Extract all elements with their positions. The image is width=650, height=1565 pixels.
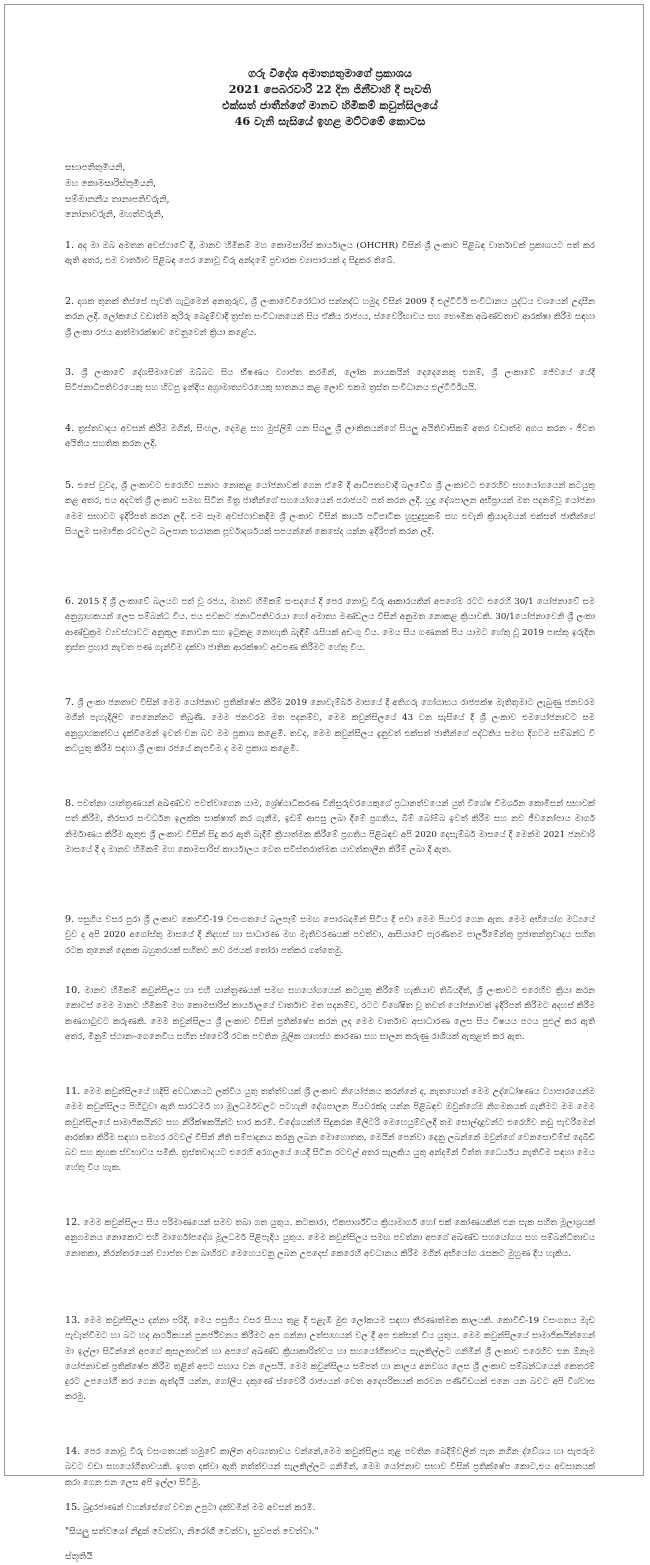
- paragraph-text: දශක තුනක් තිස්සේ පැවති ගැටුමෙන් අනතුරුව, ශ්‍රී ලංකාවේවිරෝධාර සන්නද්ධ හමුදා විසින් 2009 දී එල්ටීටීඊ සංවිධානය යුද්ධය වශයෙන් උදාසීන කරන ලදී. ලෝකයේ වඩාත්ම කුරිරු බෙදුම්වාදී ත්‍රස්ත සංවිධානයෙන් සිය ඒකීය රාජ්‍යය, ස්වෛරීභාවය සහ භෞමික අඛණ්ඩතාව ආරක්ෂා කිරීම සඳහා ශ්‍රී ලංකා රජය ආත්මාරක්ෂාව වෙනුවෙන් ක්‍රියා කළේය.: [65, 297, 595, 338]
- title-line-4: 46 වැනි සැසියේ ඉහළ මට්ටමේ කොටස: [234, 114, 426, 128]
- paragraph-9: [65, 912, 595, 973]
- salutation-block: [65, 161, 595, 224]
- paragraph-12: [65, 1215, 595, 1291]
- salutation-line: සම්මානනීය තානාපතිවරුනි,: [65, 194, 170, 205]
- paragraph-text: බුදුරජාණන් වහන්සේගේ වචන උපුටා දක්වමින් මම අවසන් කරමි.: [83, 1503, 316, 1514]
- paragraph-5: [65, 478, 595, 584]
- paragraph-number: 7.: [65, 697, 75, 709]
- paragraph-text: ශ්‍රී ලංකා ජනතාව විසින් මෙම යෝජනාව ප්‍රතික්ෂේප කිරීම 2019 නොවැම්බර් මාසයේ දී අතිගරු ගෝඨාභය රාජපක්ෂ මැතිතුමාට ලැබුණු ජනවරම මගින් පැහැදිලිව පෙනෙන්නට තිබුණි. මෙම ජනවරම මත පදනම්ව, මෙම කවුන්සිලයේ 43 වන සැසියේ දී ශ්‍රී ලංකාව එමයෝජනාවට සම අනුග්‍රාහකත්වය දැක්වීමෙන් ඉවත් වන බව මම ප්‍රකාශ කළෙමි. තවද, මෙම කවුන්සිලය දැනුවත් එක්සත් ජාතීන්ගේ පද්ධතිය සමඟ දිගටම සම්බන්ධ වී කටයුතු කිරීම සඳහා ශ්‍රී ලංකා රජයේ කැපවීම ද මම ප්‍රකාශ කළෙමි.: [65, 698, 595, 754]
- paragraph-11: [65, 1084, 595, 1205]
- title-line-1: ගරු විදේශ අමාත්‍යතුමාගේ ප්‍රකාශය: [248, 66, 412, 80]
- closing-quote: "සියලු සත්වයෝ නිදුක් වෙත්වා, නිරෝගී වෙත්වා, සුවපත් වෙත්වා.": [65, 1526, 319, 1537]
- paragraph-number: 11.: [65, 1086, 81, 1098]
- paragraph-1: [65, 238, 595, 284]
- paragraph-number: 2.: [65, 296, 75, 308]
- paragraph-3: [65, 365, 595, 411]
- paragraph-14: [65, 1444, 595, 1490]
- paragraph-13: [65, 1313, 595, 1434]
- statement-title: [65, 65, 595, 129]
- paragraph-text: පසුගිය වසර පුරා ශ්‍රී ලංකාව කොවිඩ්-19 වසංගතයේ බලපෑම් සමඟ පොරබදමින් සිටිය දී පවා මෙම පියවර ගෙන ඇත. මෙම අභියෝග මධ්‍යයේ වුව ද අපි 2020 අගෝස්තු මාසයේ දී නිදහස් හා සාධාරණ මහ මැතිවරණයක් පවත්වා, ආසියාවේ පැරණිතම පාර්ලිමේන්තු ප්‍රජාතන්ත්‍රවාදය සහිත රටක තුනෙන් දෙකක බහුතරයක් සහිතව නව රජයක් තෝරා පත්කර ගත්තෙමු.: [65, 915, 595, 956]
- salutation-line: නෝනාවරුනි, මහත්වරුනි,: [65, 210, 164, 221]
- paragraph-number: 5.: [65, 480, 75, 492]
- paragraph-number: 6.: [65, 596, 75, 608]
- paragraph-number: 10.: [65, 985, 81, 997]
- paragraph-6: [65, 594, 595, 685]
- paragraph-text: මානව හිමිකම් කවුන්සිලය හා එහි යාන්ත්‍රණයන් සමඟ සහයෝගයෙන් කටයුතු කිරීමේ හැකියාව තිබියදීත්, ශ්‍රී ලංකාවට එරෙහිව ක්‍රියා කරන කොටස් මෙම මානව හිමිකම් මහ කොමසාරිස් කාර්යාලයේ වාර්තාව මත පදනම්ව, රටට විශේෂිත වූ තවත් යෝජනාවක් ඉදිරිපත් කිරීමට අදහස් කිරීම කණගාටුවට කරුණකි. මෙම කවුන්සිලය ශ්‍රී ලංකාව විසින් ප්‍රතික්ෂේප කරන ලද මෙම වාර්තාව අසාධාරණ ලෙස සිය විෂයය පථය පුළුල් කර ඇති අතර, මිනුම් ස්ථානං-ගෙනෙවිය සහිත ස්වෛරී රටක පවතින මූලික ගෘහස්ථ කාරණා සහ සාලන කරුණු රාශියක් ඇතුළත් කර ඇත.: [65, 986, 595, 1042]
- paragraph-number: 8.: [65, 798, 75, 810]
- paragraph-text: ත්‍රස්තවාදය අවසන් කිරීම මගින්, සිංහල, දෙමළ සහ මුස්ලිම් යන සියලු ශ්‍රී ලාංකිකයන්ගේ සියලු අයිතිවාසිකම් අතර වඩාත්ම අගය කරන - ජීවත අයිතිය සහතික කරන ලදී.: [65, 424, 595, 450]
- paragraph-text: 2015 දී ශ්‍රී ලංකාවේ බලයට පත් වූ රජය, මානව හිමිකම් සංසදයේ දී පෙර නොවූ විරු ආකාරයකින් අපගේම රටට එරෙහි 30/1 යෝජනාවේ සම අනුග්‍රාහකයන් ලෙස සම්බන්ධ විය. එය එවකට ජනාධිපතිවරයා හෝ අමාත්‍ය මණ්ඩලය විසින් අනුමත නොකළ ක්‍රියාවකි. 30/1යෝජනාවෙනි ශ්‍රී ලංකා ආණ්ඩුක්‍රම ව්‍යවස්ථාවට අනුකූල නොවන සහ ඉටුකළ නොහැකි බැඳීම් රැසියක් අඩංගු විය. මෙය සිය ගණනක් පිය යාමට හේතු වූ 2019 පාස්කු ඉරුදින ත්‍රස්ත ප්‍රහාර නැවත පණ ගැන්වීම දක්වා ජාතික ආරක්ෂාව අඩපණ කිරීමට හේතු විය.: [65, 597, 595, 653]
- paragraph-number: 9.: [65, 914, 75, 926]
- salutation-line: මහ කොමසාරිස්තුමියනි,: [65, 178, 157, 189]
- paragraph-number: 4.: [65, 423, 75, 435]
- document-frame: [4, 4, 644, 1562]
- paragraph-text: එසේ වුවද, ශ්‍රී ලංකාවට එරෙහිව සනාථ නොකළ යෝජනාවක් ගෙන ඒමේ දී ආධිපත්‍යවාදී බලවේග ශ්‍රී ලංකාවට එරෙහිව සහයෝගයෙන් කටයුතු කළ අතර, එය අදටත් ශ්‍රී ලංකාව සමඟ සිටින මිත්‍ර ජාතීන්ගේ සහයෝගයෙන් පරාජයට පත් කරන ලදී. හුදු දේශපාලන අභිප්‍රායන් මත පදනම්වූ යෝජනා මෙම සභාවට ඉදිරිපත් කරන ලදී. එම සෑම අවස්ථාවකදීම ශ්‍රී ලංකාව විසින් කාර්ය පටිපාටික හුසුදුසුකම් සහ එවැනි ක්‍රියාදාමයන් එක්සත් ජාතීන්ගේ සියලුම සාමාජික රටවලට බලපාන භයානක පූර්වාදර්ශයක් සපයන්නේ කෙසේද යන්න ඉදිරිපත් කරන ලදී.: [65, 481, 595, 537]
- paragraph-4: [65, 421, 595, 452]
- paragraph-7: [65, 695, 595, 786]
- statement-page: [65, 65, 595, 1565]
- signoff: ස්තූතියි: [65, 1551, 93, 1562]
- title-line-3: එක්සත් ජාතීන්ගේ මානව හිමිකම් කවුන්සිලයේ: [222, 98, 438, 112]
- paragraph-text: පවත්නා යාන්ත්‍රණයන් අඛණ්ඩව පවත්වාගෙන යාම, ශ්‍රේෂ්ඨාධිකරණ විනිසුරුවරයෙකුගේ ප්‍රධානත්වයෙන් යුත් විශේෂ විමර්ශන කොමිසන් සභාවක් පත් කිරීම, තිරසාර සංවර්ධන ඉලක්ක සාක්ෂාත් කර ගැනීම, ඉඩම් ආපසු ලබා දීමේ ප්‍රගතිය, බිම් බෝම්බ ඉවත් කිරීම සහ නව ජීවනෝපාය මාර්ග නිර්මාණය කිරීම ඇතුළු ශ්‍රී ලංකාව විසින් සිදු කර ඇති බැදීම් ක්‍රියාත්මක කිරීමේ ප්‍රගතිය පිළිබඳව අපි 2020 දෙසැම්බර් මාසයේ දී මෙන්ම 2021 ජනවාරි මාසයේ දී ද මානව හිමිකම් මහ කොමසාරිස් කාර්යාලය වෙත සවිස්තරාත්මක යාවත්කාලීන කිරීම් ලබා දී ඇත.: [65, 799, 595, 855]
- paragraph-text: මෙම කවුන්සිලය සිය පරිමාණයෙන් සමව තබා ගත යුතුය. කටකාරා, ඒකපාර්ශ්වීය ක්‍රියාමාර්ග හෝ එක් කෝණයකින් එන සැක සහිත මූලාශ්‍රයක් අනුගමනය නොකොට එහි මාර්ගෝපදේශ මූලධර්ම පිළිපැදිය යුතුය. මෙම කවුන්සිලය සමඟ පවත්නා අපගේ අඛණ්ඩ සහයෝගය සහ සම්බන්ධිතාවය නොතකා, නිරන්තරයෙන් ව්‍යාප්ත වන බාහිරව මෙහෙයවනු ලබන උපදෙස් කෙරෙහි අවධානය කිරීම මගින් අභියෝග රැසකට මුහුණ දිය හැකිය.: [65, 1218, 595, 1259]
- paragraph-number: 3.: [65, 367, 75, 379]
- paragraph-number: 14.: [65, 1446, 81, 1458]
- paragraph-text: මෙම කවුන්සිලයේ හදිසි අවධානයට ලක්විය යුතු තත්ත්වයක් ශ්‍රී ලංකාව නියෝජනය කරන්නේ ද, නැතහොත් මෙම උද්ධෝෂණය ව්‍යාපාරයෙන්ම මෙම කවුන්සිලය පිහිටුවා ඇති සාරධර්ම හා මූලධර්මවලට පටහැනි දේශපාලන පියවරක්ද යන්න පිළිබඳව ඔවුන්ගේම නිගමනයක් ගැනීමට මම මෙම කවුන්සිලයේ සාමාජිකයින්ට සහ නිරීක්ෂකයින්ට භාර කරමි. විදේශයන්හි සිදුකරන මිලිටරි මෙහෙයුම්වලදී තම සොල්දාදුවන්ට එරෙහිව නඩු පැවරීමෙන් ආරක්ෂා කිරීම සඳහා සමහර රටවල් වීසින් නීති සම්පාදනය කරනු ලබන මොහොතක, මෙයින් පෙන්වා දෙනු ලබන්නේ ඔවුන්ගේ වෙනසොවිම්ස් දෙබිඩි බව සහ කුහක ස්වභාවය සමිකි. ත්‍රස්තවාදයට එරෙහි අරගලයේ යෙදී සිටින රටවල් අතර සැලකිය යුතු අන්දමින් විත්ත ධෛර්යය නැතිවීම සඳහා මෙය හේතු විය හැක.: [65, 1087, 595, 1174]
- paragraph-text: ශ්‍රී ලංකාවේ දේශසීමාවෙන් ඔබ්බට සිය භීෂණය ව්‍යාප්ත කරමින්, ලෝක නායකයින් දෙදෙනෙකු එනම්, ශ්‍රී ලංකාවේ ජේවයේ යේදී සිටිජනාධිපතිවරයෙකු සහ හිටපු ඉන්දිය අග්‍රාමාත්‍යවරයෙකු ඝාතනය කළ ලොව එකම ත්‍රස්ත සංවිධානය එල්ටීටීඊයයි.: [65, 368, 595, 394]
- paragraph-2: [65, 294, 595, 355]
- paragraph-15: [65, 1500, 595, 1516]
- paragraph-text: පෙර නොවූ විරු වසංගතයක් හමුවේ කාලීන අවශ්‍යතාවය වන්නේ,මෙම කවුන්සිලය තුළ පවතින බෙදීම්වලින් පැන නගින ද්වේශය හා සැපරුම බවට වඩා සහයෝගීතාවයකි. ඉහත දක්වා ඇති තත්ත්වයන් සැලකිල්ලට ගනිමින්, මෙම යෝජනාව සභාව විසින් ප්‍රතික්ෂේප කොට,එය අවසානයක් කරා ගෙන එන ලෙස අපි ඉල්ලා සිටිමු.: [65, 1447, 595, 1488]
- paragraph-10: [65, 983, 595, 1074]
- salutation-line: සභාපතිතුමියනි,: [65, 163, 126, 173]
- paragraph-number: 13.: [65, 1315, 81, 1327]
- paragraph-number: 1.: [65, 240, 75, 252]
- paragraph-text: අද මා ඔබ අමතන අවස්ථාවේ දී, මානව හිමිකම් මහ කොමසාරිස් කාර්යාලය (OHCHR) විසින් ශ්‍රී ලංකාව පිළිබඳ වාර්තාවක් ප්‍රකාශයට පත් කර ඇති අතර, එම වාර්තාව පිළිබඳ පෙර නොවූ විරු අන්දමේ ප්‍රචාරක ව්‍යාපාරයක් ද සිදුකර තිබේ.: [65, 241, 595, 267]
- paragraph-number: 15.: [65, 1502, 81, 1514]
- paragraph-text: මෙම කවුන්සිලය දන්නා පරිදි, මෙය පසුගිය වසර සියය තුළ දී එළැඹි මුළු ලෝකයම සඳහා තීරණාත්මක කාලයකි. කොවිඩ්-19 වසංගතය මැඩ පැවැත්වීමට හා බට හද ආර්ථිකයන් පුනර්ජීවනය කිරීමට අප ගන්නා උත්සාහයන් වල දී අප එක්සත් විය යුතුය. මෙම කවුන්සිලයේ සාමාජිකයින්ගෙන් මා ඉල්ලා සිටින්නේ අපගේ කුසලතාවන් හා අපගේ අඛණ්ඩ ක්‍රියාකාරිත්වය හා සහයෝගීතාවය සැලකිල්ලට ගනිමින් ශ්‍රී ලංකාව එරෙහිව එන ඕනෑම යෝජනාවක් ප්‍රතික්ෂේප කිරීම තුළින් අපට සහාය වන ලෙසයි. මෙම කවුන්සිලය සම්පත් හා කාලය අනවශ්‍ය ලෙස ශ්‍රී ලංකාව සම්බන්ධයෙන් කෙතරම් දුරට උපයෝගී කර ගෙන ඇත්දැයි යන්න, ගෝලීය දකුණේ ස්වෛරී රාජ්‍යයන් වෙත අදෙපරිකයක් කරවන පණිවිඩයක් එනෙ යන බවට අපි විශ්වාස කරමු.: [65, 1316, 595, 1403]
- title-line-2: 2021 පෙබරවාරි 22 දින ජිනීවාහි දී පැවති: [228, 82, 432, 96]
- paragraph-number: 12.: [65, 1217, 81, 1229]
- paragraph-8: [65, 796, 595, 902]
